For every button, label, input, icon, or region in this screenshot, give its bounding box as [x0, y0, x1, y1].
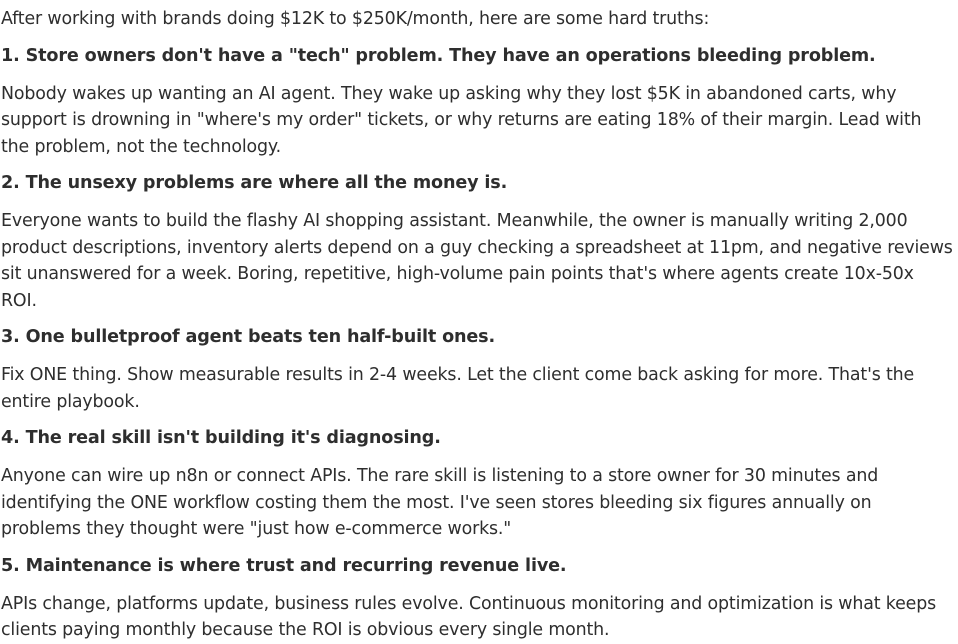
section-body-5: APIs change, platforms update, business rules evolve. Continuous monitoring and optimization is what keeps clients paying monthly because the ROI is obvious every single month.: [1, 593, 936, 640]
section-body-1: Nobody wakes up wanting an AI agent. They wake up asking why they lost $5K in abandoned carts, why support is drowning in "where's my order" tickets, or why returns are eating 18% of their margin. Lead with the problem, not the technology.: [1, 83, 922, 157]
section-heading-5: 5. Maintenance is where trust and recurring revenue live.: [1, 555, 567, 576]
post-intro: After working with brands doing $12K to $250K/month, here are some hard truths:: [1, 9, 710, 29]
section-heading-1: 1. Store owners don't have a "tech" problem. They have an operations bleeding problem.: [1, 45, 876, 66]
section-body-2: Everyone wants to build the flashy AI shopping assistant. Meanwhile, the owner is manually writing 2,000 product descriptions, inventory alerts depend on a guy checking a spreadsheet at 11pm, and negative reviews sit unanswered for a week. Boring, repetitive, high-volume pain points that's where agents create 10x-50x ROI.: [1, 211, 953, 311]
section-heading-2: 2. The unsexy problems are where all the money is.: [1, 173, 508, 193]
section-heading-3: 3. One bulletproof agent beats ten half-built ones.: [1, 327, 496, 347]
section-heading-4: 4. The real skill isn't building it's diagnosing.: [1, 428, 441, 448]
section-body-3: Fix ONE thing. Show measurable results in 2-4 weeks. Let the client come back asking for more. That's the entire playbook.: [1, 365, 915, 412]
section-body-4: Anyone can wire up n8n or connect APIs. The rare skill is listening to a store owner for 30 minutes and identifying the ONE workflow costing them the most. I've seen stores bleeding six figures annually on problems they thought were "just how e-commerce works.": [1, 466, 879, 539]
